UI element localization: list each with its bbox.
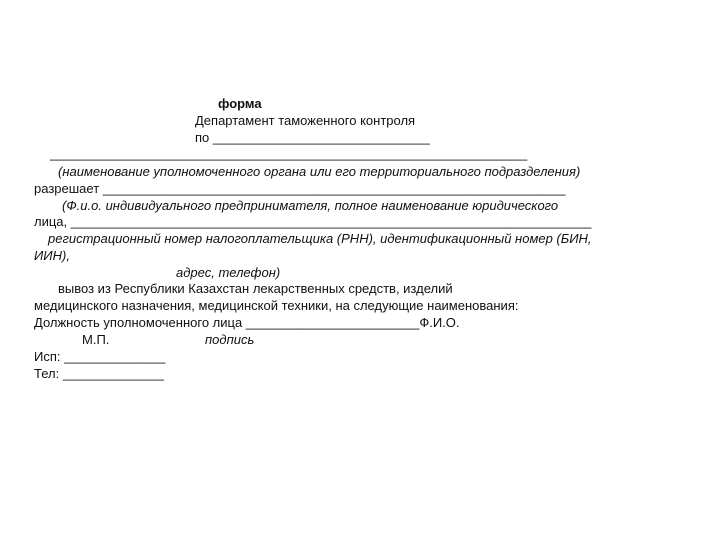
position-line: Должность уполномоченного лица ________________________Ф.И.О. [34,315,460,330]
executor-line: Исп: ______________ [34,349,166,364]
header-by-line: по ______________________________ [195,130,430,145]
caption-person: (Ф.и.о. индивидуального предпринимателя, полное наименование юридического [62,198,559,213]
header-department: Департамент таможенного контроля [195,113,416,128]
caption-registration: регистрационный номер налогоплательщика (РНН), идентификационный номер (БИН, [48,231,592,246]
caption-registration-cont: ИИН), [34,248,70,263]
blank-line: __________________________________________________________________ [50,146,528,161]
caption-organ: (наименование уполномоченного органа или его территориального подразделения) [58,164,581,179]
stamp-label: М.П. [82,332,110,347]
allows-line: разрешает ________________________________________________________________ [34,181,566,196]
signature-label: подпись [205,332,255,347]
body-line-1: вывоз из Республики Казахстан лекарственных средств, изделий [58,281,453,296]
person-line: лица, ________________________________________________________________________ [34,214,592,229]
phone-line: Тел: ______________ [34,366,165,381]
caption-address: адрес, телефон) [176,265,281,280]
form-label: форма [218,96,262,111]
body-line-2: медицинского назначения, медицинской техники, на следующие наименования: [34,298,519,313]
